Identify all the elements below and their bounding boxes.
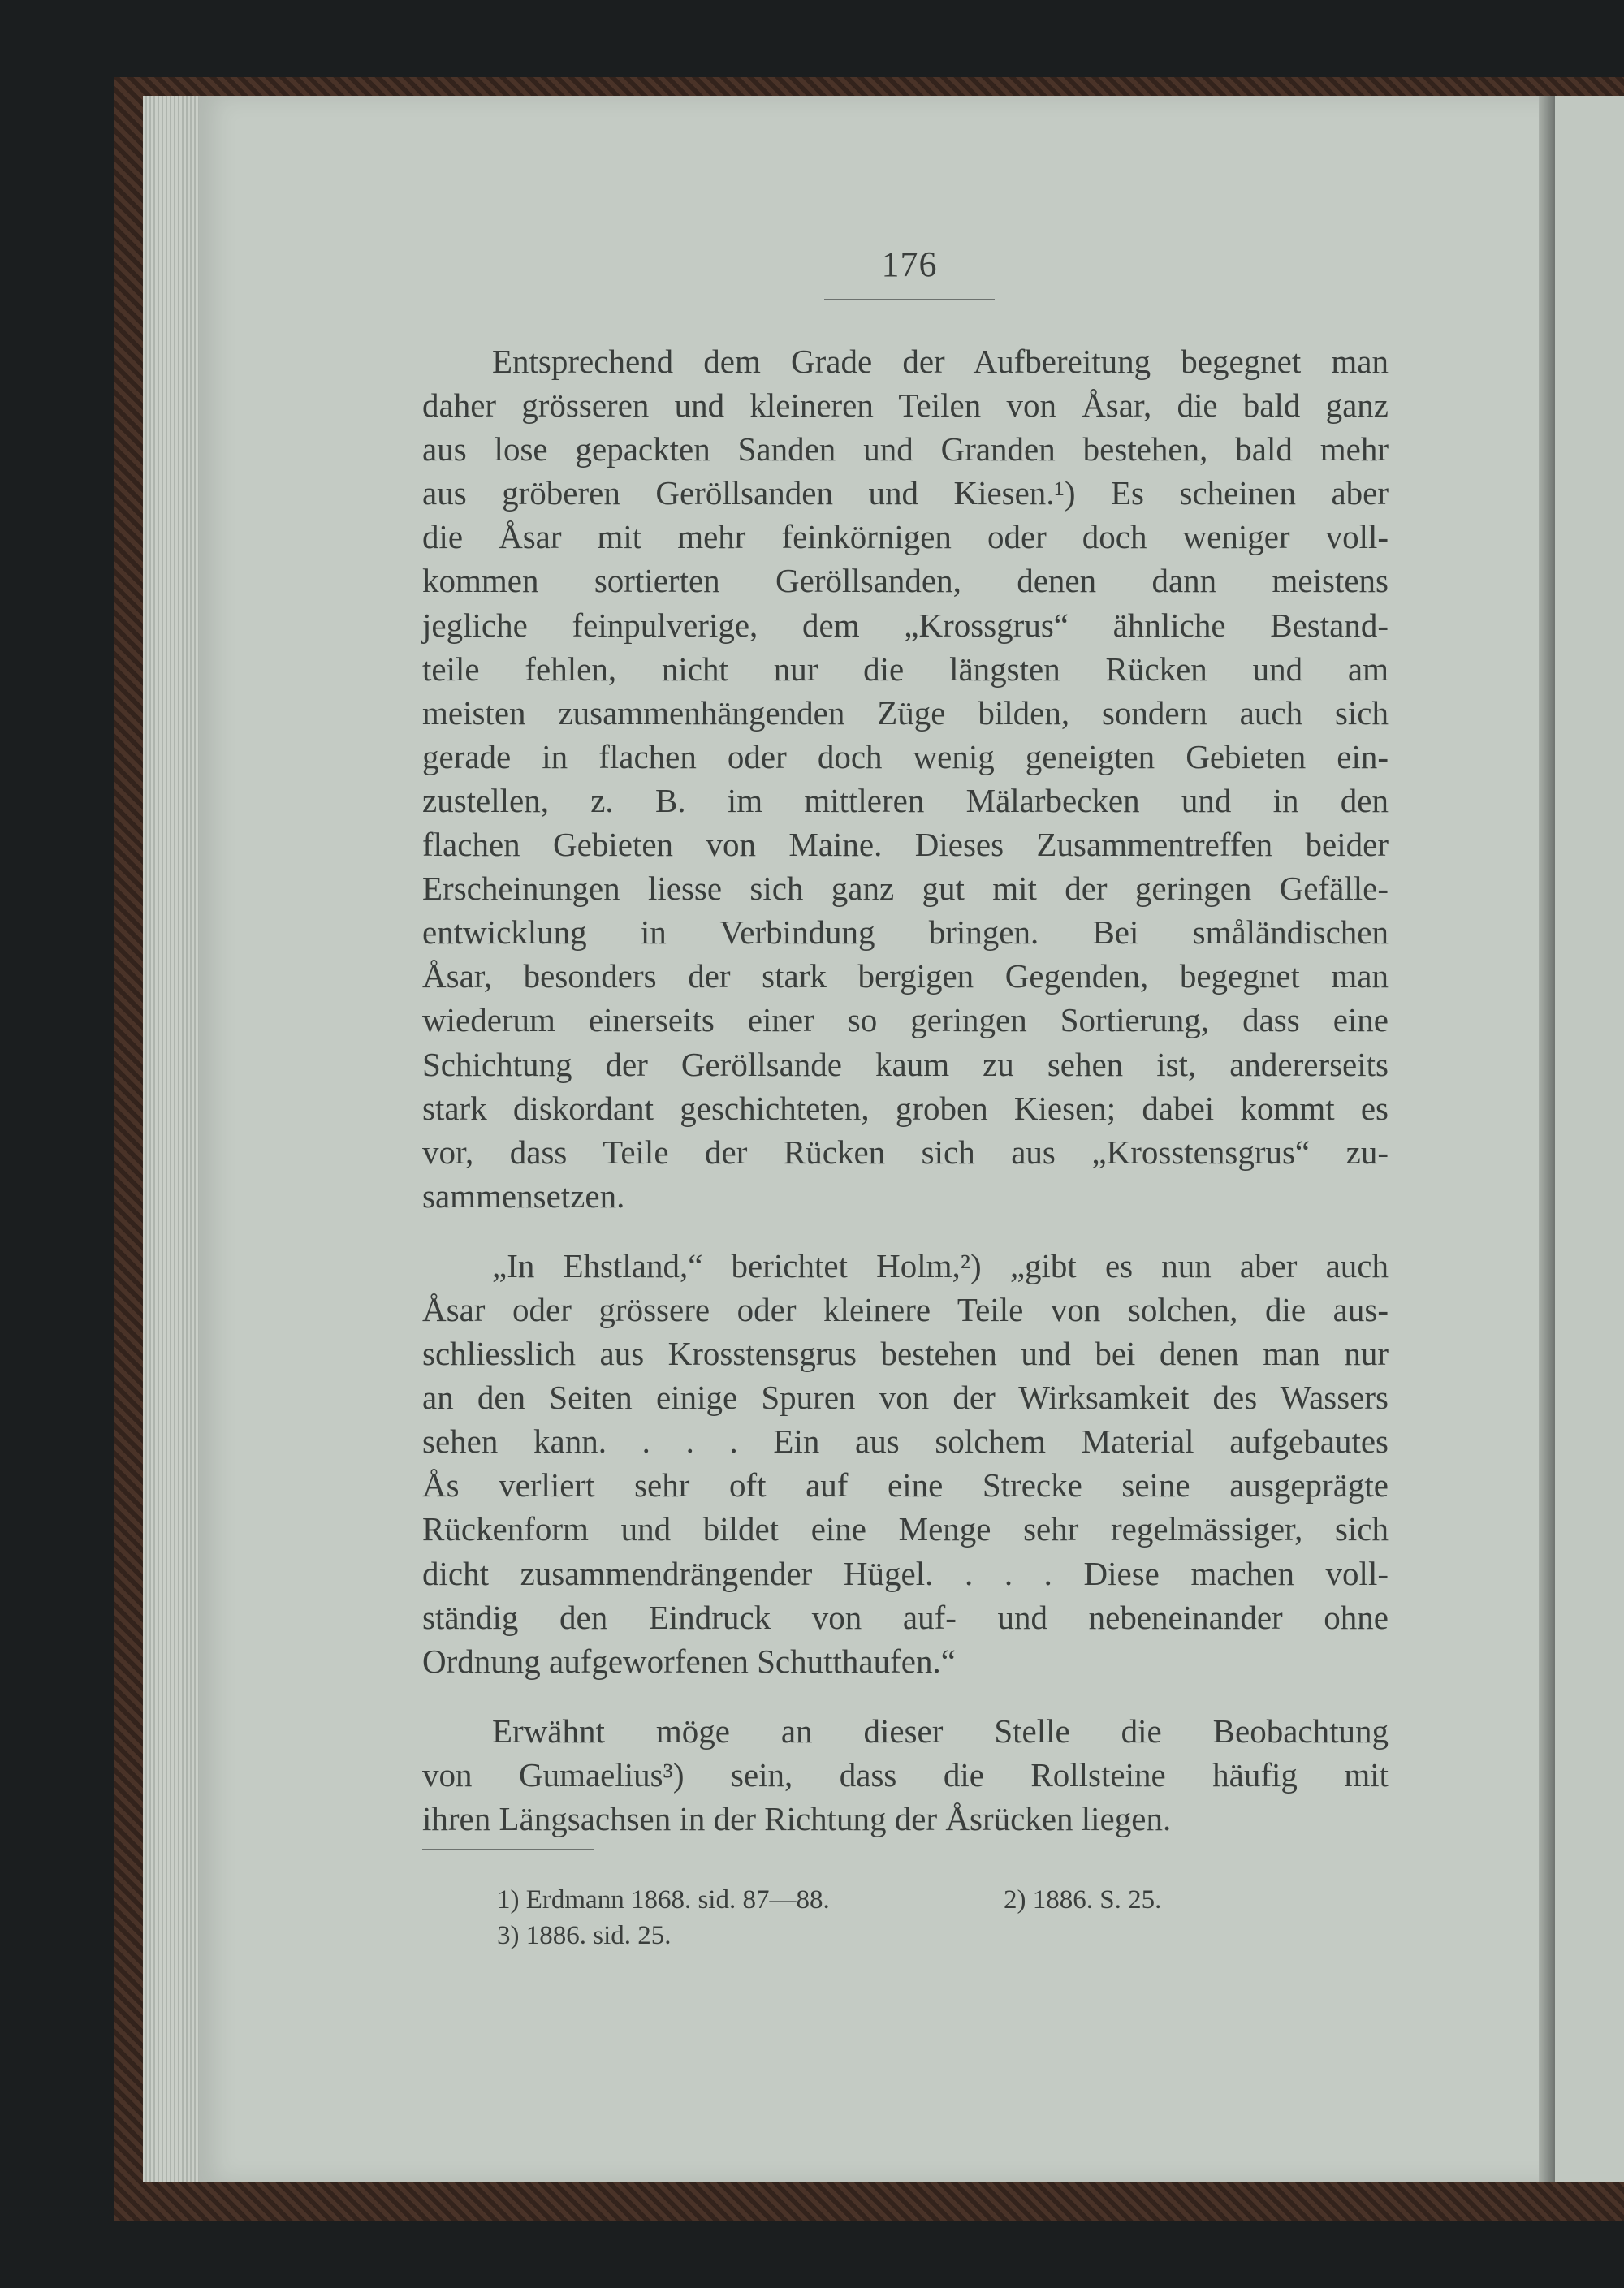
footnote-3: 3) 1886. sid. 25. [497, 1921, 672, 1950]
paragraph-gap [422, 1218, 1389, 1244]
text-line: die Åsar mit mehr feinkörnigen oder doch weniger voll- [422, 518, 1389, 556]
facing-page [1555, 96, 1624, 2182]
text-line: flachen Gebieten von Maine. Dieses Zusammentreffen beider [422, 826, 1389, 864]
text-line: „In Ehstland,“ berichtet Holm,²) „gibt es nun aber auch [492, 1246, 1389, 1284]
text-line: an den Seiten einige Spuren von der Wirksamkeit des Wassers [422, 1379, 1389, 1417]
paragraph [422, 1709, 1389, 1841]
text-line: Erscheinungen liesse sich ganz gut mit der geringen Gefälle- [422, 870, 1389, 908]
text-line: jegliche feinpulverige, dem „Krossgrus“ ähnliche Bestand- [422, 606, 1389, 644]
paragraph-gap [422, 1683, 1389, 1709]
text-line: dicht zusammendrängender Hügel. . . . Diese machen voll- [422, 1554, 1389, 1592]
text-line: Åsar, besonders der stark bergigen Gegenden, begegnet man [422, 957, 1389, 995]
paragraph [422, 1244, 1389, 1683]
text-line: ihren Längsachsen in der Richtung der Åsrücken liegen. [422, 1800, 1172, 1837]
text-line: Åsar oder grössere oder kleinere Teile von solchen, die aus- [422, 1290, 1389, 1328]
text-line: teile fehlen, nicht nur die längsten Rücken und am [422, 650, 1389, 688]
text-line: Schichtung der Geröllsande kaum zu sehen ist, andererseits [422, 1045, 1389, 1083]
book-gutter [1539, 96, 1555, 2182]
text-line: sehen kann. . . . Ein aus solchem Material aufgebautes [422, 1422, 1389, 1461]
text-line: Erwähnt möge an dieser Stelle die Beobachtung [492, 1712, 1389, 1750]
text-line: vor, dass Teile der Rücken sich aus „Krosstensgrus“ zu- [422, 1133, 1389, 1171]
text-line: gerade in flachen oder doch wenig geneigten Gebieten ein- [422, 737, 1389, 775]
text-line: sammensetzen. [422, 1176, 625, 1215]
footnote-row [497, 1882, 1390, 1918]
text-line: kommen sortierten Geröllsanden, denen dann meistens [422, 562, 1389, 600]
text-line: wiederum einerseits einer so geringen Sortierung, dass eine [422, 1001, 1389, 1039]
footnote-1: 1) Erdmann 1868. sid. 87—88. [497, 1885, 830, 1915]
text-line: meisten zusammenhängenden Züge bilden, sondern auch sich [422, 693, 1389, 732]
footnote-rule [422, 1849, 594, 1850]
paragraph [422, 339, 1389, 1218]
footnote-2: 2) 1886. S. 25. [1004, 1885, 1162, 1915]
text-line: aus gröberen Geröllsanden und Kiesen.¹) Es scheinen aber [422, 474, 1389, 512]
text-line: ständig den Eindruck von auf- und nebeneinander ohne [422, 1598, 1389, 1636]
text-line: zustellen, z. B. im mittleren Mälarbecken und in den [422, 781, 1389, 819]
text-line: stark diskordant geschichteten, groben Kiesen; dabei kommt es [422, 1089, 1389, 1127]
footnotes [497, 1882, 1390, 1953]
text-line: entwicklung in Verbindung bringen. Bei småländischen [422, 913, 1389, 952]
text-line: aus lose gepackten Sanden und Granden bestehen, bald mehr [422, 430, 1389, 468]
header-rule [824, 299, 995, 300]
text-line: Entsprechend dem Grade der Aufbereitung begegnet man [492, 343, 1389, 380]
text-line: Ås verliert sehr oft auf eine Strecke seine ausgeprägte [422, 1466, 1389, 1504]
text-line: von Gumaelius³) sein, dass die Rollsteine häufig mit [422, 1755, 1389, 1794]
body-text [422, 339, 1389, 1841]
page-number: 176 [881, 244, 938, 284]
text-line: schliesslich aus Krosstensgrus bestehen und bei denen man nur [422, 1335, 1389, 1373]
text-line: daher grösseren und kleineren Teilen von Åsar, die bald ganz [422, 386, 1389, 425]
text-line: Rückenform und bildet eine Menge sehr regelmässiger, sich [422, 1510, 1389, 1548]
text-line: Ordnung aufgeworfenen Schutthaufen.“ [422, 1642, 956, 1680]
